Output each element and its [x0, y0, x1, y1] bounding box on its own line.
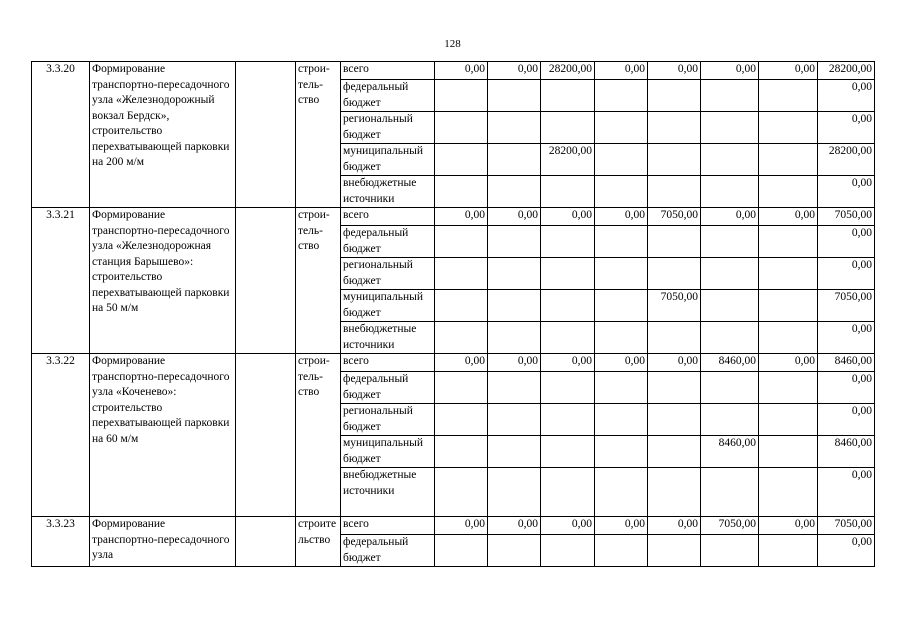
year-value: 0,00 [488, 208, 541, 226]
year-value: 0,00 [435, 354, 488, 372]
work-type: строи- тель- ство [296, 62, 341, 208]
year-value [595, 404, 648, 436]
year-value: 0,00 [648, 62, 701, 80]
funding-source: внебюджетные источники [341, 176, 435, 208]
year-value [435, 322, 488, 354]
year-value [488, 535, 541, 567]
total-value: 0,00 [818, 372, 875, 404]
year-value: 0,00 [759, 208, 818, 226]
funding-source: федеральный бюджет [341, 80, 435, 112]
year-value [759, 226, 818, 258]
year-value [435, 176, 488, 208]
empty-cell [236, 517, 296, 567]
year-value [488, 258, 541, 290]
year-value [488, 144, 541, 176]
year-value [595, 80, 648, 112]
year-value: 28200,00 [541, 144, 595, 176]
year-value [541, 535, 595, 567]
year-value [701, 80, 759, 112]
page-number: 128 [444, 38, 461, 50]
year-value [541, 468, 595, 517]
year-value [759, 372, 818, 404]
work-type: строи- тель- ство [296, 354, 341, 517]
year-value [595, 372, 648, 404]
year-value [541, 372, 595, 404]
year-value [595, 535, 648, 567]
year-value [648, 404, 701, 436]
year-value: 8460,00 [701, 354, 759, 372]
funding-source: всего [341, 517, 435, 535]
funding-source: всего [341, 354, 435, 372]
item-code: 3.3.20 [32, 62, 90, 208]
year-value: 0,00 [435, 517, 488, 535]
item-name: Формирование транспортно-пересадочного узла [90, 517, 236, 567]
empty-cell [236, 208, 296, 354]
year-value [759, 468, 818, 517]
total-value: 8460,00 [818, 354, 875, 372]
year-value [701, 112, 759, 144]
empty-cell [236, 62, 296, 208]
year-value: 0,00 [701, 208, 759, 226]
year-value: 0,00 [541, 208, 595, 226]
year-value [595, 144, 648, 176]
table-row [32, 62, 875, 80]
year-value [541, 290, 595, 322]
year-value [701, 258, 759, 290]
year-value [648, 226, 701, 258]
year-value [435, 144, 488, 176]
year-value: 0,00 [488, 517, 541, 535]
year-value: 7050,00 [701, 517, 759, 535]
year-value [488, 468, 541, 517]
work-type: строи- тель- ство [296, 208, 341, 354]
funding-source: региональный бюджет [341, 112, 435, 144]
year-value [488, 226, 541, 258]
empty-cell [236, 354, 296, 517]
funding-source: федеральный бюджет [341, 372, 435, 404]
item-code: 3.3.21 [32, 208, 90, 354]
year-value [435, 226, 488, 258]
year-value [701, 290, 759, 322]
year-value [541, 80, 595, 112]
year-value: 0,00 [595, 354, 648, 372]
funding-source: федеральный бюджет [341, 226, 435, 258]
year-value: 0,00 [648, 517, 701, 535]
total-value: 0,00 [818, 404, 875, 436]
year-value [541, 112, 595, 144]
table-body [32, 62, 875, 567]
year-value [488, 436, 541, 468]
item-name: Формирование транспортно-пересадочного узла «Железнодорожный вокзал Бердск», строительство перехватывающей парковки на 200 м/м [90, 62, 236, 208]
year-value [701, 322, 759, 354]
year-value [435, 468, 488, 517]
total-value: 28200,00 [818, 62, 875, 80]
funding-source: всего [341, 62, 435, 80]
year-value [648, 144, 701, 176]
year-value [435, 290, 488, 322]
year-value [435, 436, 488, 468]
year-value [595, 468, 648, 517]
budget-table [31, 61, 875, 567]
total-value: 0,00 [818, 258, 875, 290]
year-value [595, 290, 648, 322]
year-value: 0,00 [595, 62, 648, 80]
year-value: 0,00 [435, 62, 488, 80]
year-value [488, 404, 541, 436]
total-value: 0,00 [818, 535, 875, 567]
year-value [541, 226, 595, 258]
year-value: 0,00 [759, 517, 818, 535]
year-value [488, 112, 541, 144]
year-value: 0,00 [541, 517, 595, 535]
year-value [541, 322, 595, 354]
funding-source: региональный бюджет [341, 404, 435, 436]
funding-source: региональный бюджет [341, 258, 435, 290]
year-value [759, 290, 818, 322]
year-value [648, 468, 701, 517]
total-value: 7050,00 [818, 290, 875, 322]
table-row [32, 354, 875, 372]
year-value [648, 372, 701, 404]
year-value: 28200,00 [541, 62, 595, 80]
total-value: 0,00 [818, 468, 875, 517]
funding-source: муниципальный бюджет [341, 436, 435, 468]
year-value [759, 404, 818, 436]
year-value [759, 258, 818, 290]
year-value [759, 436, 818, 468]
item-name: Формирование транспортно-пересадочного узла «Коченево»: строительство перехватывающей парковки на 60 м/м [90, 354, 236, 517]
year-value [488, 290, 541, 322]
total-value: 7050,00 [818, 208, 875, 226]
item-code: 3.3.22 [32, 354, 90, 517]
year-value [595, 258, 648, 290]
total-value: 0,00 [818, 176, 875, 208]
year-value [648, 258, 701, 290]
year-value [595, 176, 648, 208]
year-value: 7050,00 [648, 290, 701, 322]
funding-source: федеральный бюджет [341, 535, 435, 567]
year-value: 0,00 [488, 354, 541, 372]
year-value [435, 80, 488, 112]
total-value: 0,00 [818, 322, 875, 354]
table-row [32, 208, 875, 226]
total-value: 7050,00 [818, 517, 875, 535]
year-value [488, 372, 541, 404]
total-value: 0,00 [818, 80, 875, 112]
year-value: 0,00 [759, 354, 818, 372]
year-value [541, 404, 595, 436]
work-type: строите льство [296, 517, 341, 567]
year-value [701, 372, 759, 404]
item-name: Формирование транспортно-пересадочного узла «Железнодорожная станция Барышево»: строительство перехватывающей парковки на 50 м/м [90, 208, 236, 354]
year-value [701, 144, 759, 176]
year-value [435, 535, 488, 567]
year-value [648, 112, 701, 144]
year-value [759, 176, 818, 208]
funding-source: муниципальный бюджет [341, 290, 435, 322]
year-value [541, 176, 595, 208]
year-value: 8460,00 [701, 436, 759, 468]
year-value [435, 112, 488, 144]
year-value [701, 535, 759, 567]
year-value: 0,00 [595, 517, 648, 535]
year-value: 0,00 [701, 62, 759, 80]
year-value [759, 80, 818, 112]
funding-source: внебюджетные источники [341, 322, 435, 354]
total-value: 0,00 [818, 226, 875, 258]
year-value [435, 404, 488, 436]
year-value: 0,00 [595, 208, 648, 226]
year-value: 0,00 [759, 62, 818, 80]
year-value [488, 176, 541, 208]
total-value: 0,00 [818, 112, 875, 144]
year-value [759, 144, 818, 176]
table-row [32, 517, 875, 535]
year-value [701, 176, 759, 208]
year-value [595, 226, 648, 258]
total-value: 8460,00 [818, 436, 875, 468]
year-value: 0,00 [488, 62, 541, 80]
year-value [701, 404, 759, 436]
year-value [488, 322, 541, 354]
year-value [701, 226, 759, 258]
year-value [759, 535, 818, 567]
year-value: 0,00 [648, 354, 701, 372]
year-value [759, 112, 818, 144]
year-value [595, 112, 648, 144]
year-value [595, 436, 648, 468]
year-value [488, 80, 541, 112]
funding-source: внебюджетные источники [341, 468, 435, 517]
year-value [648, 176, 701, 208]
total-value: 28200,00 [818, 144, 875, 176]
year-value: 7050,00 [648, 208, 701, 226]
year-value [595, 322, 648, 354]
year-value [435, 372, 488, 404]
year-value [701, 468, 759, 517]
year-value [759, 322, 818, 354]
year-value [648, 535, 701, 567]
year-value [541, 436, 595, 468]
year-value [648, 80, 701, 112]
year-value: 0,00 [541, 354, 595, 372]
funding-source: всего [341, 208, 435, 226]
year-value [648, 322, 701, 354]
year-value [648, 436, 701, 468]
year-value [541, 258, 595, 290]
year-value: 0,00 [435, 208, 488, 226]
item-code: 3.3.23 [32, 517, 90, 567]
year-value [435, 258, 488, 290]
funding-source: муниципальный бюджет [341, 144, 435, 176]
